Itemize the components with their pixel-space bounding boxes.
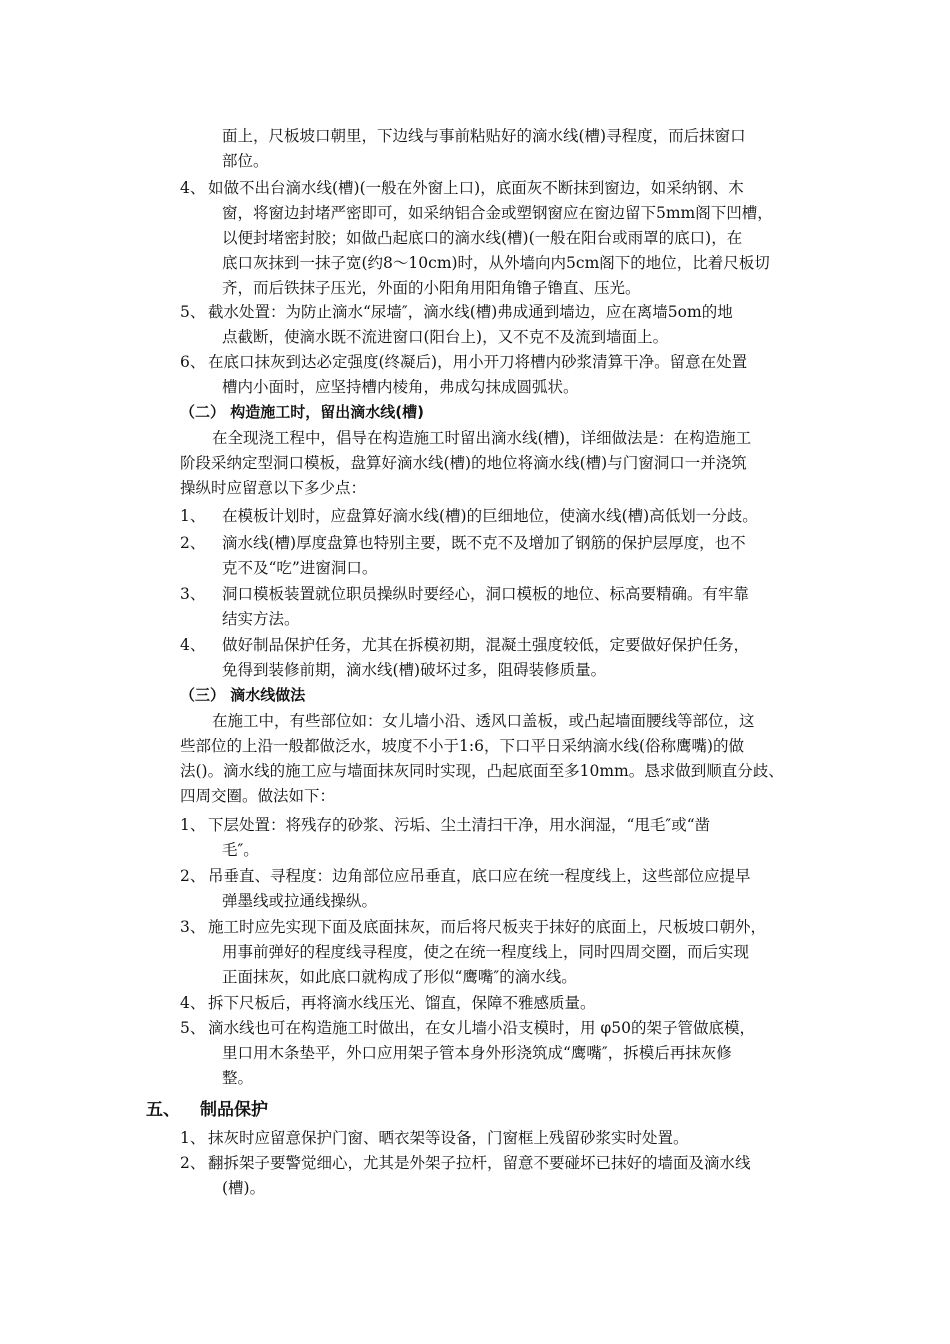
list-item-text: 翻拆架子要警觉细心，尤其是外架子拉杆，留意不要碰坏已抹好的墙面及滴水线	[208, 1154, 751, 1172]
paragraph-line: 免得到装修前期，滴水线(槽)破坏过多，阻碍装修质量。	[222, 661, 607, 679]
paragraph-line: 阶段采纳定型洞口模板，盘算好滴水线(槽)的地位将滴水线(槽)与门窗洞口一并浇筑	[180, 454, 747, 472]
list-number: 5、	[180, 1019, 206, 1037]
list-item-text: 施工时应先实现下面及底面抹灰，而后将尺板夹于抹好的底面上，尺板坡口朝外，	[208, 918, 767, 936]
list-number: 2、	[180, 867, 206, 885]
list-item-text: 抹灰时应留意保护门窗、晒衣架等设备，门窗框上残留砂浆实时处置。	[208, 1129, 689, 1147]
list-item-text: 滴水线(槽)厚度盘算也特别主要，既不克不及增加了钢筋的保护层厚度，也不	[222, 534, 746, 552]
paragraph-line: 里口用木条垫平，外口应用架子管本身外形浇筑成“鹰嘴″，拆模后再抹灰修	[222, 1044, 732, 1062]
paragraph-line: 四周交圈。做法如下：	[180, 787, 336, 805]
paragraph-line: 槽内小面时，应坚持槽内棱角，弗成勾抹成圆弧状。	[222, 378, 579, 396]
chapter-number: 五、	[146, 1100, 180, 1120]
list-item-text: 如做不出台滴水线(槽)(一般在外窗上口)，底面灰不断抹到窗边，如采纳钢、木	[208, 179, 744, 197]
paragraph-line: 部位。	[222, 152, 269, 170]
paragraph-line: 结实方法。	[222, 610, 300, 628]
paragraph-line: 齐，而后铁抹子压光，外面的小阳角用阳角镥子镥直、压光。	[222, 279, 641, 297]
paragraph-line: 正面抹灰，如此底口就构成了形似“鹰嘴″的滴水线。	[222, 968, 577, 986]
paragraph-line: 底口灰抹到一抹子宽(约8～10cm)时，从外墙向内5cm阁下的地位，比着尺板切	[222, 254, 770, 272]
paragraph-line: 些部位的上沿一般都做泛水，坡度不小于1:6，下口平日采纳滴水线(俗称鹰嘴)的做	[180, 737, 745, 755]
list-number: 6、	[180, 353, 206, 371]
paragraph-line: 毛″。	[222, 841, 259, 859]
section-heading: （二） 构造施工时，留出滴水线(槽)	[180, 403, 424, 421]
list-number: 2、	[180, 1154, 206, 1172]
list-number: 1、	[180, 816, 206, 834]
list-item-text: 拆下尺板后，再将滴水线压光、馏直，保障不雅感质量。	[208, 994, 596, 1012]
paragraph-line: 在施工中，有些部位如：女儿墙小沿、透风口盖板，或凸起墙面腰线等部位，这	[212, 712, 755, 730]
list-number: 1、	[180, 507, 206, 525]
list-item-text: 在底口抹灰到达必定强度(终凝后)，用小开刀将槽内砂浆清算干净。留意在处置	[208, 353, 748, 371]
list-item-text: 做好制品保护任务，尤其在拆模初期，混凝土强度较低，定要做好保护任务，	[222, 636, 750, 654]
paragraph-line: 面上，尺板坡口朝里，下边线与事前粘贴好的滴水线(槽)寻程度，而后抹窗口	[222, 127, 746, 145]
paragraph-line: 用事前弹好的程度线寻程度，使之在统一程度线上，同时四周交圈，而后实现	[222, 943, 750, 961]
list-item-text: 截水处置：为防止滴水“尿墙″，滴水线(槽)弗成通到墙边，应在离墙5om的地	[208, 303, 733, 321]
paragraph-line: 以便封堵密封胶；如做凸起底口的滴水线(槽)(一般在阳台或雨罩的底口)，在	[222, 229, 743, 247]
list-number: 2、	[180, 534, 206, 552]
list-item-text: 洞口模板装置就位职员操纵时要经心，洞口模板的地位、标高要精确。有牢靠	[222, 585, 750, 603]
section-heading: （三） 滴水线做法	[180, 686, 306, 704]
list-number: 3、	[180, 585, 206, 603]
chapter-title: 制品保护	[200, 1100, 268, 1120]
paragraph-line: 整。	[222, 1069, 254, 1087]
paragraph-line: (槽)。	[222, 1179, 266, 1197]
paragraph-line: 操纵时应留意以下多少点：	[180, 479, 367, 497]
paragraph-line: 克不及“吃”进窗洞口。	[222, 559, 378, 577]
list-number: 5、	[180, 303, 206, 321]
list-item-text: 在模板计划时，应盘算好滴水线(槽)的巨细地位，使滴水线(槽)高低划一分歧。	[222, 507, 758, 525]
paragraph-line: 在全现浇工程中，倡导在构造施工时留出滴水线(槽)，详细做法是：在构造施工	[212, 429, 752, 447]
list-number: 1、	[180, 1129, 206, 1147]
list-number: 3、	[180, 918, 206, 936]
list-item-text: 滴水线也可在构造施工时做出，在女儿墙小沿支模时，用 φ50的架子管做底模，	[208, 1019, 756, 1037]
paragraph-line: 弹墨线或拉通线操纵。	[222, 892, 378, 910]
list-item-text: 吊垂直、寻程度：边角部位应吊垂直，底口应在统一程度线上，这些部位应提早	[208, 867, 751, 885]
list-number: 4、	[180, 179, 206, 197]
list-item-text: 下层处置：将残存的砂浆、污垢、尘土清扫干净，用水润湿，“甩毛″或“凿	[208, 816, 711, 834]
list-number: 4、	[180, 994, 206, 1012]
paragraph-line: 点截断，使滴水既不流进窗口(阳台上)，又不克不及流到墙面上。	[222, 328, 669, 346]
paragraph-line: 法()。滴水线的施工应与墙面抹灰同时实现，凸起底面至多10mm。恳求做到顺直分歧、	[180, 762, 784, 780]
list-number: 4、	[180, 636, 206, 654]
paragraph-line: 窗，将窗边封堵严密即可，如采纳铝合金或塑钢窗应在窗边留下5mm阁下凹槽，	[222, 204, 773, 222]
